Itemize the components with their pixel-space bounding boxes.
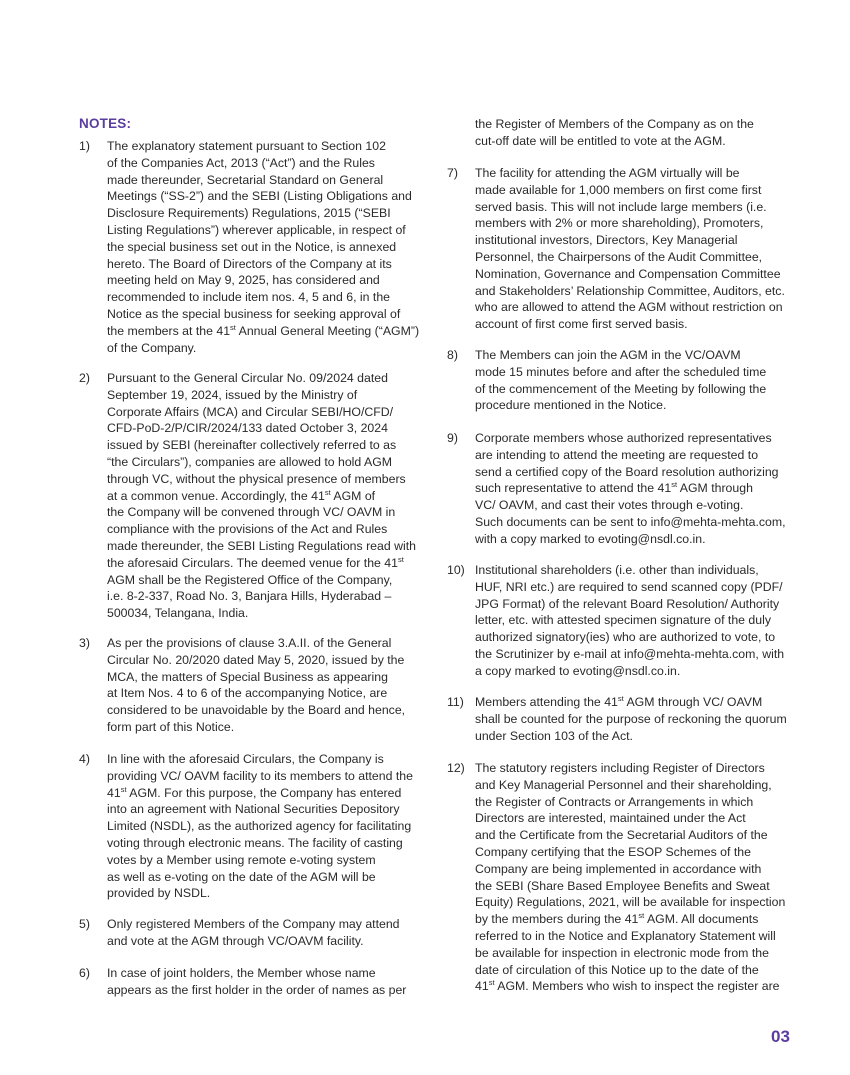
note-7 <box>447 165 785 333</box>
note-text: Only registered Members of the Company may attend and vote at the AGM through VC/OAVM facility. <box>107 917 400 948</box>
note-9 <box>447 430 786 548</box>
note-text: In line with the aforesaid Circulars, the Company is providing VC/ OAVM facility to its members to attend the 41st AGM. For this purpose, the Company has entered into an agreement with National Securities Depository Limited (NSDL), as the authorized agency for facilitating voting through electronic means. The facility of casting votes by a Member using remote e-voting system as well as e-voting on the date of the AGM will be provided by NSDL. <box>107 752 413 901</box>
note-number: 5) <box>79 917 90 931</box>
note-4 <box>79 751 413 902</box>
page-number: 03 <box>771 1027 790 1046</box>
note-text: As per the provisions of clause 3.A.II. of the General Circular No. 20/2020 dated May 5, 2020, issued by the MCA, the matters of Special Business as appearing at Item Nos. 4 to 6 of the accompanying Notice, are considered to be unavoidable by the Board and hence, form part of this Notice. <box>107 636 406 734</box>
note-text: The explanatory statement pursuant to Section 102 of the Companies Act, 2013 (“Act”) and the Rules made thereunder, Secretarial Standard on General Meetings (“SS-2”) and the SEBI (Listing Obligations and Disclosure Requirements) Regulations, 2015 (“SEBI Listing Regulations”) wherever applicable, in respect of the special business set out in the Notice, is annexed hereto. The Board of Directors of the Company at its meeting held on May 9, 2025, has considered and recommended to include item nos. 4, 5 and 6, in the Notice as the special business for seeking approval of the members at the 41st Annual General Meeting (“AGM”) of the Company. <box>107 139 420 355</box>
note-number: 4) <box>79 752 90 766</box>
note-number: 11) <box>447 695 464 709</box>
note-text: The statutory registers including Register of Directors and Key Managerial Personnel and their shareholding, the Register of Contracts or Arrangements in which Directors are interested, maintained under the Act and the Certificate from the Secretarial Auditors of the Company certifying that the ESOP Schemes of the Company are being implemented in accordance with the SEBI (Share Based Employee Benefits and Sweat Equity) Regulations, 2021, will be available for inspection by the members during the 41st AGM. All documents referred to in the Notice and Explanatory Statement will be available for inspection in electronic mode from the date of circulation of this Notice up to the date of the 41st AGM. Members who wish to inspect the register are <box>475 761 786 994</box>
notes-heading: NOTES: <box>79 116 132 131</box>
note-number: 8) <box>447 348 458 362</box>
note-text: Members attending the 41st AGM through VC/ OAVM shall be counted for the purpose of reckoning the quorum under Section 103 of the Act. <box>475 693 787 743</box>
note-number: 12) <box>447 761 465 775</box>
note-1 <box>79 138 419 356</box>
note-6 <box>79 965 406 999</box>
note-6-continued <box>447 116 754 150</box>
note-number: 7) <box>447 166 458 180</box>
note-text: Corporate members whose authorized representatives are intending to attend the meeting are requested to send a certified copy of the Board resolution authorizing such representative to attend the 41st AGM through VC/ OAVM, and cast their votes through e-voting. Such documents can be sent to info@mehta-mehta.com, with a copy marked to evoting@nsdl.co.in. <box>475 431 786 546</box>
note-number: 1) <box>79 139 90 153</box>
note-number: 9) <box>447 431 458 445</box>
note-8 <box>447 347 766 414</box>
note-text: the Register of Members of the Company as on the cut-off date will be entitled to vote at the AGM. <box>475 117 754 148</box>
note-5 <box>79 916 400 950</box>
note-text: Pursuant to the General Circular No. 09/2024 dated September 19, 2024, issued by the Ministry of Corporate Affairs (MCA) and Circular SEBI/HO/CFD/ CFD-PoD-2/P/CIR/2024/133 dated October 3, 2024 issued by SEBI (hereinafter collectively referred to as “the Circulars”), companies are allowed to hold AGM through VC, without the physical presence of members at a common venue. Accordingly, the 41st AGM of the Company will be convened through VC/ OAVM in compliance with the provisions of the Act and Rules made thereunder, the SEBI Listing Regulations read with the aforesaid Circulars. The deemed venue for the 41st AGM shall be the Registered Office of the Company, i.e. 8-2-337, Road No. 3, Banjara Hills, Hyderabad – 500034, Telangana, India. <box>107 371 416 621</box>
note-number: 10) <box>447 563 465 577</box>
note-number: 3) <box>79 636 90 650</box>
note-2 <box>79 370 416 622</box>
note-number: 6) <box>79 966 90 980</box>
note-3 <box>79 635 405 736</box>
note-11 <box>447 694 787 744</box>
note-text: The Members can join the AGM in the VC/OAVM mode 15 minutes before and after the scheduled time of the commencement of the Meeting by following the procedure mentioned in the Notice. <box>475 348 767 413</box>
note-number: 2) <box>79 371 90 385</box>
note-text: In case of joint holders, the Member whose name appears as the first holder in the order of names as per <box>107 966 407 997</box>
note-10 <box>447 562 784 680</box>
note-text: Institutional shareholders (i.e. other than individuals, HUF, NRI etc.) are required to send scanned copy (PDF/ JPG Format) of the relevant Board Resolution/ Authority letter, etc. with attested specimen signature of the duly authorized signatory(ies) who are authorized to vote, to the Scrutinizer by e-mail at info@mehta-mehta.com, with a copy marked to evoting@nsdl.co.in. <box>475 563 785 678</box>
note-12 <box>447 760 785 995</box>
note-text: The facility for attending the AGM virtually will be made available for 1,000 members on first come first served basis. This will not include large members (i.e. members with 2% or more shareholding), Promoters, institutional investors, Directors, Key Managerial Personnel, the Chairpersons of the Audit Committee, Nomination, Governance and Compensation Committee and Stakeholders’ Relationship Committee, Auditors, etc. who are allowed to attend the AGM without restriction on account of first come first served basis. <box>475 166 785 332</box>
